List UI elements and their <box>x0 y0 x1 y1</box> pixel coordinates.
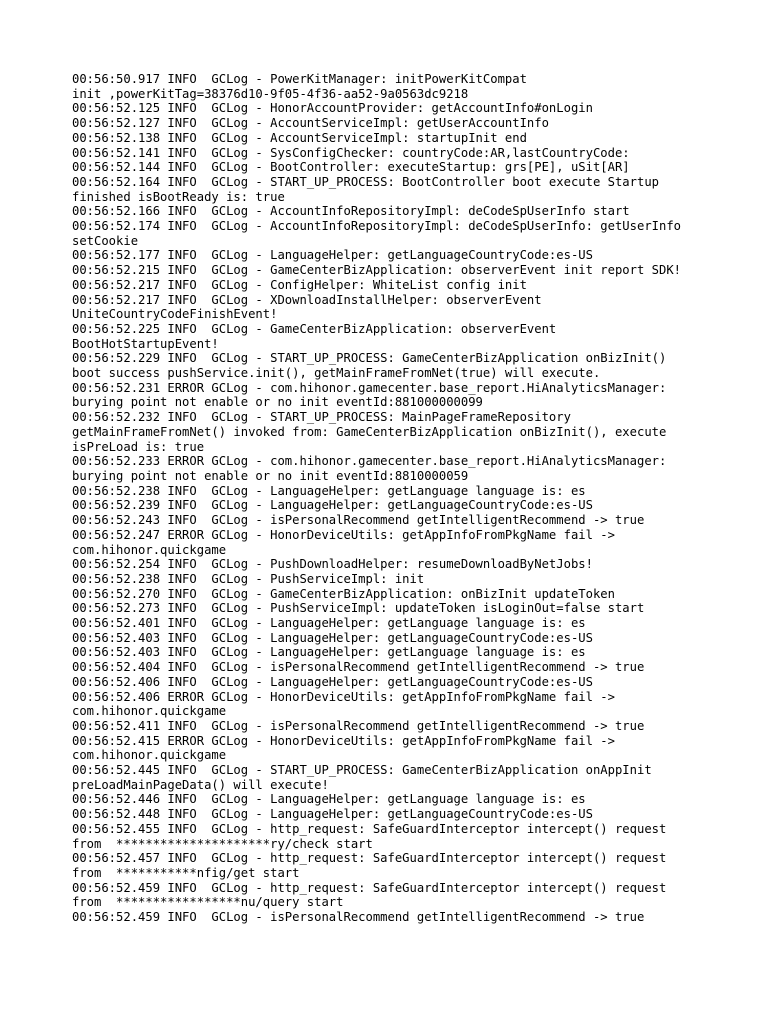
log-line: com.hihonor.quickgame <box>72 704 227 719</box>
log-line: 00:56:52.270 INFO GCLog - GameCenterBizApplication: onBizInit updateToken <box>72 586 615 601</box>
log-line: 00:56:52.138 INFO GCLog - AccountServiceImpl: startupInit end <box>72 130 527 145</box>
log-line: com.hihonor.quickgame <box>72 748 227 763</box>
log-line: 00:56:52.247 ERROR GCLog - HonorDeviceUtils: getAppInfoFromPkgName fail -> <box>72 527 615 542</box>
log-line: 00:56:52.239 INFO GCLog - LanguageHelper: getLanguageCountryCode:es-US <box>72 498 593 513</box>
log-line: 00:56:52.229 INFO GCLog - START_UP_PROCESS: GameCenterBizApplication onBizInit() <box>72 351 667 366</box>
log-line: 00:56:52.459 INFO GCLog - isPersonalRecommend getIntelligentRecommend -> true <box>72 910 645 925</box>
log-line: 00:56:52.217 INFO GCLog - XDownloadInstallHelper: observerEvent <box>72 292 542 307</box>
log-line: 00:56:52.144 INFO GCLog - BootController: executeStartup: grs[PE], uSit[AR] <box>72 160 630 175</box>
log-line: burying point not enable or no init eventId:8810000059 <box>72 468 469 483</box>
log-line: setCookie <box>72 233 139 248</box>
log-line: UniteCountryCodeFinishEvent! <box>72 307 278 322</box>
log-line: 00:56:52.125 INFO GCLog - HonorAccountProvider: getAccountInfo#onLogin <box>72 101 593 116</box>
log-line: 00:56:50.917 INFO GCLog - PowerKitManager: initPowerKitCompat <box>72 72 527 86</box>
log-line: 00:56:52.406 INFO GCLog - LanguageHelper: getLanguageCountryCode:es-US <box>72 674 593 689</box>
log-line: 00:56:52.231 ERROR GCLog - com.hihonor.gamecenter.base_report.HiAnalyticsManager: <box>72 380 667 395</box>
log-line: 00:56:52.445 INFO GCLog - START_UP_PROCESS: GameCenterBizApplication onAppInit <box>72 763 652 778</box>
log-line: 00:56:52.127 INFO GCLog - AccountServiceImpl: getUserAccountInfo <box>72 116 549 131</box>
log-line: from *****************nu/query start <box>72 895 344 910</box>
log-line: 00:56:52.446 INFO GCLog - LanguageHelper: getLanguage language is: es <box>72 792 586 807</box>
log-line: 00:56:52.225 INFO GCLog - GameCenterBizApplication: observerEvent <box>72 321 557 336</box>
log-line: from *********************ry/check start <box>72 836 373 851</box>
log-line: 00:56:52.215 INFO GCLog - GameCenterBizApplication: observerEvent init report SDK! <box>72 263 682 278</box>
log-line: 00:56:52.254 INFO GCLog - PushDownloadHelper: resumeDownloadByNetJobs! <box>72 557 593 572</box>
log-line: 00:56:52.174 INFO GCLog - AccountInfoRepositoryImpl: deCodeSpUserInfo: getUserInfo <box>72 219 682 234</box>
log-line: 00:56:52.455 INFO GCLog - http_request: SafeGuardInterceptor intercept() request <box>72 821 667 836</box>
log-line: 00:56:52.273 INFO GCLog - PushServiceImpl: updateToken isLoginOut=false start <box>72 601 645 616</box>
log-line: 00:56:52.411 INFO GCLog - isPersonalRecommend getIntelligentRecommend -> true <box>72 718 645 733</box>
log-line: 00:56:52.403 INFO GCLog - LanguageHelper: getLanguage language is: es <box>72 645 586 660</box>
log-line: 00:56:52.403 INFO GCLog - LanguageHelper: getLanguageCountryCode:es-US <box>72 630 593 645</box>
log-line: 00:56:52.177 INFO GCLog - LanguageHelper: getLanguageCountryCode:es-US <box>72 248 593 263</box>
log-line: burying point not enable or no init eventId:881000000099 <box>72 395 483 410</box>
log-line: 00:56:52.404 INFO GCLog - isPersonalRecommend getIntelligentRecommend -> true <box>72 660 645 675</box>
log-line: 00:56:52.243 INFO GCLog - isPersonalRecommend getIntelligentRecommend -> true <box>72 513 645 528</box>
log-line: 00:56:52.164 INFO GCLog - START_UP_PROCESS: BootController boot execute Startup <box>72 174 659 189</box>
log-line: preLoadMainPageData() will execute! <box>72 777 329 792</box>
log-line: isPreLoad is: true <box>72 439 205 454</box>
log-line: 00:56:52.166 INFO GCLog - AccountInfoRepositoryImpl: deCodeSpUserInfo start <box>72 204 630 219</box>
log-line: 00:56:52.415 ERROR GCLog - HonorDeviceUtils: getAppInfoFromPkgName fail -> <box>72 733 615 748</box>
log-line: 00:56:52.232 INFO GCLog - START_UP_PROCESS: MainPageFrameRepository <box>72 410 571 425</box>
log-line: com.hihonor.quickgame <box>72 542 227 557</box>
log-line: finished isBootReady is: true <box>72 189 285 204</box>
log-line: getMainFrameFromNet() invoked from: GameCenterBizApplication onBizInit(), execute <box>72 424 667 439</box>
log-line: from ***********nfig/get start <box>72 865 300 880</box>
log-line: 00:56:52.457 INFO GCLog - http_request: SafeGuardInterceptor intercept() request <box>72 851 667 866</box>
log-document <box>72 72 712 925</box>
log-line: 00:56:52.459 INFO GCLog - http_request: SafeGuardInterceptor intercept() request <box>72 880 667 895</box>
log-line: 00:56:52.238 INFO GCLog - LanguageHelper: getLanguage language is: es <box>72 483 586 498</box>
log-line: 00:56:52.233 ERROR GCLog - com.hihonor.gamecenter.base_report.HiAnalyticsManager: <box>72 454 667 469</box>
log-line: 00:56:52.217 INFO GCLog - ConfigHelper: WhiteList config init <box>72 277 527 292</box>
log-line: init ,powerKitTag=38376d10-9f05-4f36-aa52-9a0563dc9218 <box>72 86 469 101</box>
log-line: 00:56:52.448 INFO GCLog - LanguageHelper: getLanguageCountryCode:es-US <box>72 807 593 822</box>
log-line: 00:56:52.406 ERROR GCLog - HonorDeviceUtils: getAppInfoFromPkgName fail -> <box>72 689 615 704</box>
log-line: 00:56:52.141 INFO GCLog - SysConfigChecker: countryCode:AR,lastCountryCode: <box>72 145 630 160</box>
log-line: 00:56:52.401 INFO GCLog - LanguageHelper: getLanguage language is: es <box>72 616 586 631</box>
log-line: boot success pushService.init(), getMainFrameFromNet(true) will execute. <box>72 366 601 381</box>
log-line: BootHotStartupEvent! <box>72 336 219 351</box>
log-line: 00:56:52.238 INFO GCLog - PushServiceImpl: init <box>72 571 425 586</box>
